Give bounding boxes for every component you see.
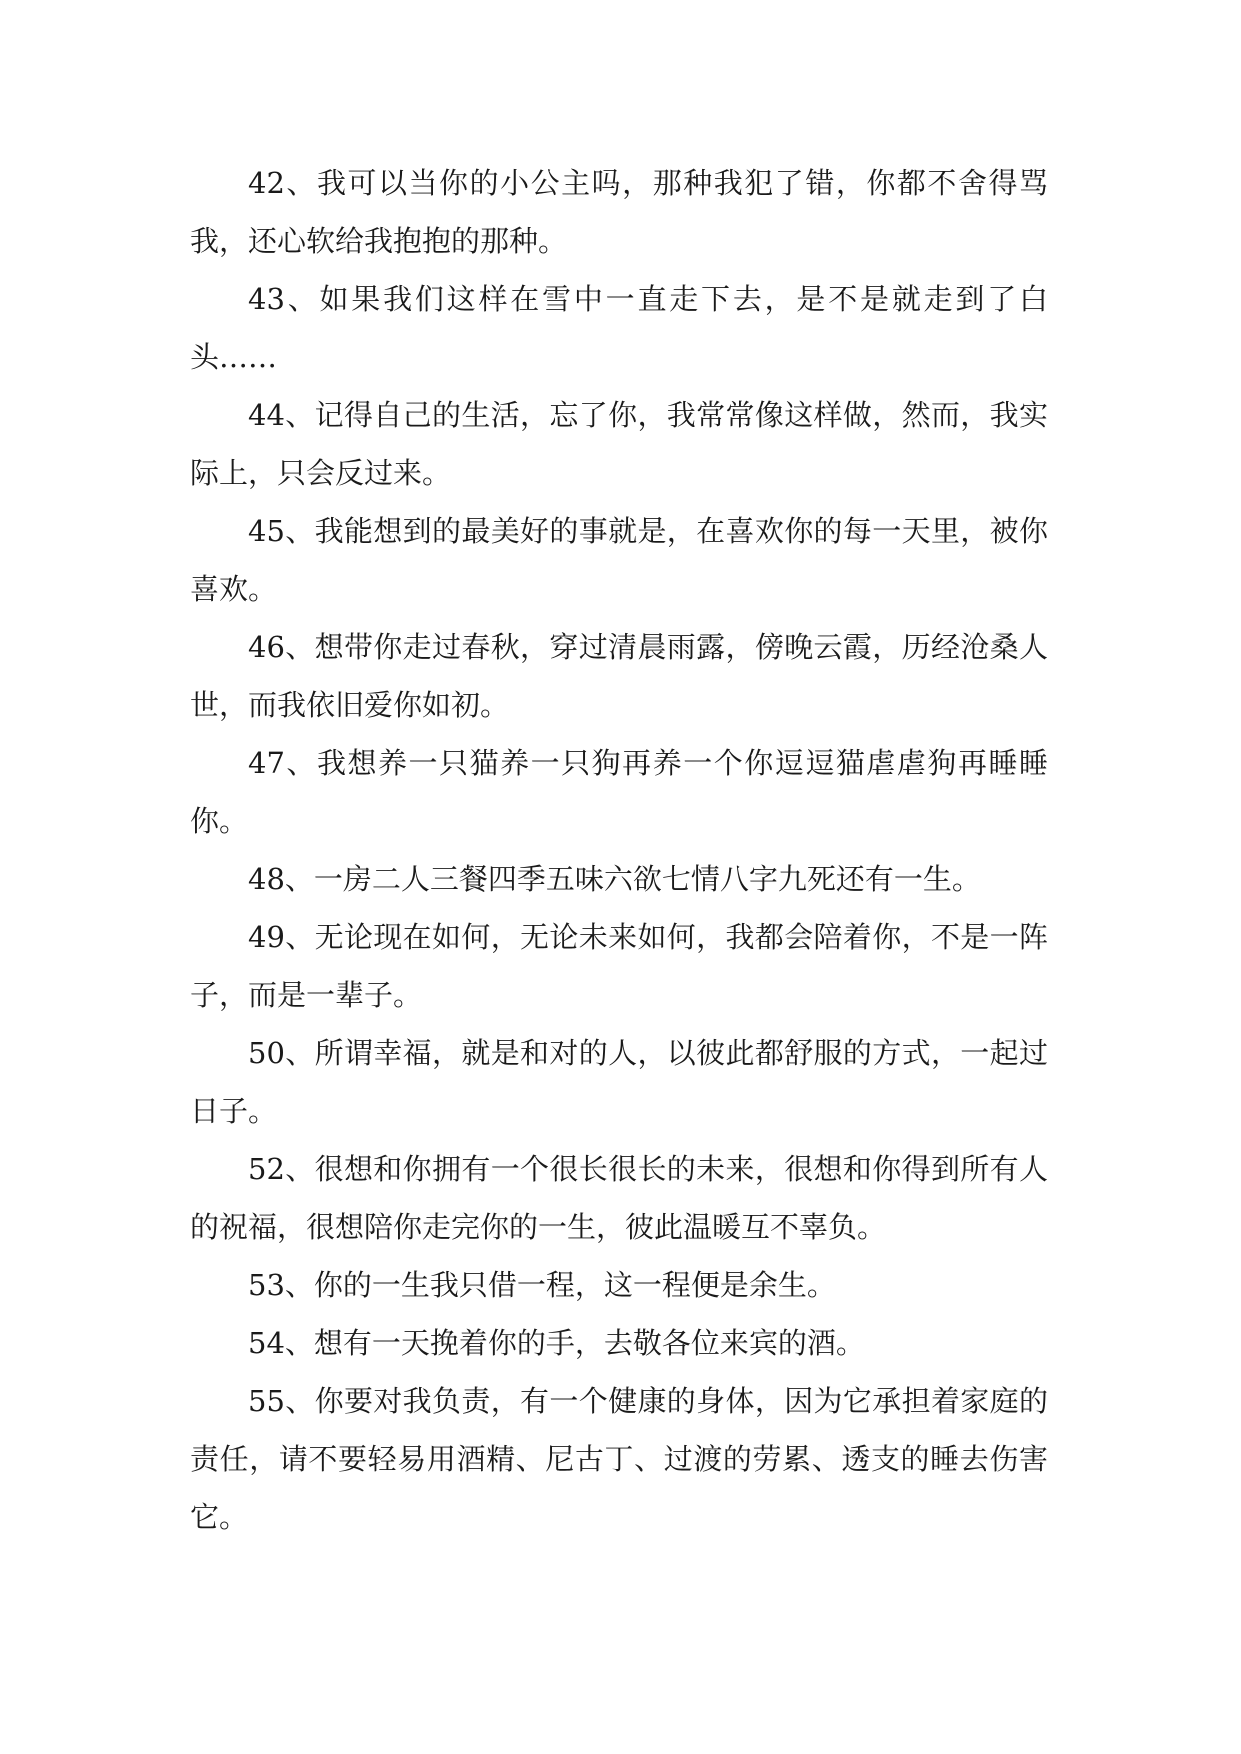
paragraph-50: 50、所谓幸福，就是和对的人，以彼此都舒服的方式，一起过日子。: [190, 1036, 1048, 1128]
paragraph-53: 53、你的一生我只借一程，这一程便是余生。: [248, 1268, 836, 1302]
paragraph-47: 47、我想养一只猫养一只狗再养一个你逗逗猫虐虐狗再睡睡你。: [190, 746, 1048, 838]
paragraph-43: 43、如果我们这样在雪中一直走下去，是不是就走到了白头……: [190, 282, 1048, 374]
paragraph-55: 55、你要对我负责，有一个健康的身体，因为它承担着家庭的责任，请不要轻易用酒精、尼古丁、过渡的劳累、透支的睡去伤害它。: [190, 1384, 1048, 1534]
paragraph-54: 54、想有一天挽着你的手，去敬各位来宾的酒。: [248, 1326, 865, 1360]
paragraph-44: 44、记得自己的生活，忘了你，我常常像这样做，然而，我实际上，只会反过来。: [190, 398, 1048, 490]
document-body: [190, 154, 1048, 1546]
paragraph-52: 52、很想和你拥有一个很长很长的未来，很想和你得到所有人的祝福，很想陪你走完你的一生，彼此温暖互不辜负。: [190, 1152, 1048, 1244]
paragraph-49: 49、无论现在如何，无论未来如何，我都会陪着你，不是一阵子，而是一辈子。: [190, 920, 1048, 1012]
paragraph-45: 45、我能想到的最美好的事就是，在喜欢你的每一天里，被你喜欢。: [190, 514, 1048, 606]
paragraph-46: 46、想带你走过春秋，穿过清晨雨露，傍晚云霞，历经沧桑人世，而我依旧爱你如初。: [190, 630, 1048, 722]
paragraph-48: 48、一房二人三餐四季五味六欲七情八字九死还有一生。: [248, 862, 981, 896]
paragraph-42: 42、我可以当你的小公主吗，那种我犯了错，你都不舍得骂我，还心软给我抱抱的那种。: [190, 166, 1048, 258]
